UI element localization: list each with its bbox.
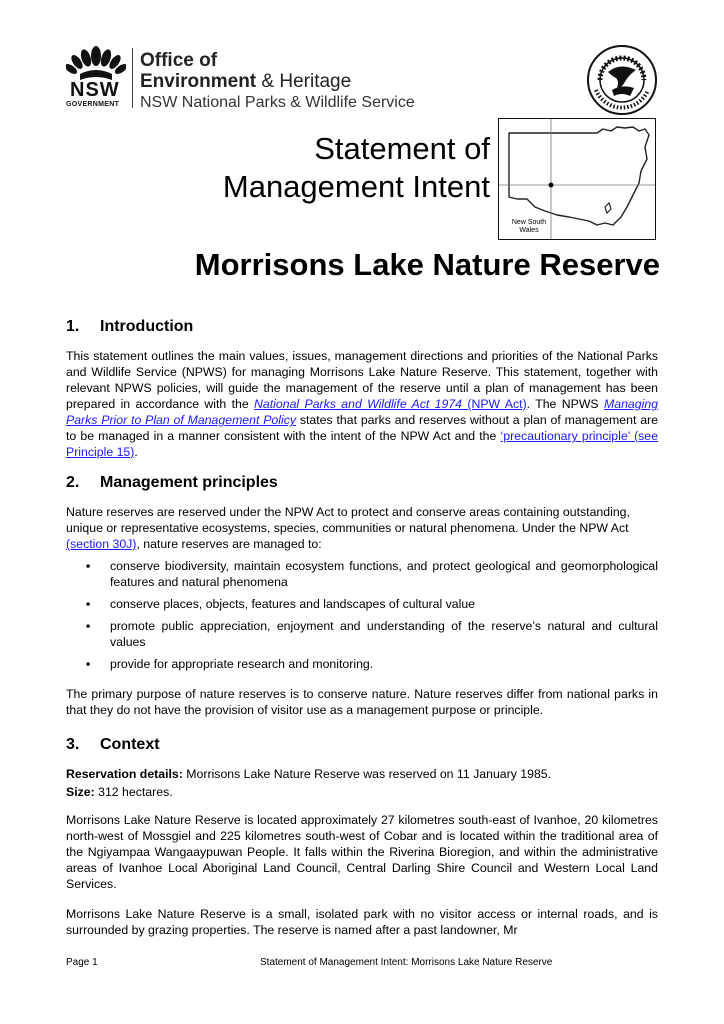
section-2-title: Management principles bbox=[100, 474, 278, 491]
nsw-government-logo bbox=[66, 44, 126, 108]
nsw-locator-map bbox=[498, 118, 656, 240]
map-label-2: Wales bbox=[519, 227, 539, 234]
nsw-logo-sub: GOVERNMENT bbox=[66, 101, 120, 108]
section-3-number: 3. bbox=[66, 736, 80, 753]
size-label: Size: bbox=[66, 785, 95, 799]
reservation-details-label: Reservation details: bbox=[66, 767, 183, 781]
bullet-icon: ▪ bbox=[86, 619, 91, 633]
section-2-heading bbox=[66, 474, 278, 492]
section-1-paragraph bbox=[66, 348, 658, 460]
reserve-size bbox=[66, 784, 658, 800]
list-item bbox=[66, 618, 658, 650]
org-line-2 bbox=[140, 71, 351, 93]
list-item bbox=[66, 558, 658, 590]
section-3-paragraph-1: Morrisons Lake Nature Reserve is located approximately 27 kilometres south-east of Ivanhoe, 20 kilometres north-west of Mossgiel and 225 kilometres south-west of Cobar and is located within the traditional area of the Ngiyampaa Wangaaypuwan People. It falls within the Riverina Bioregion, and within the administrative areas of Ivanhoe Local Aboriginal Land Council, Central Darling Shire Council and Western Local Land Services. bbox=[66, 813, 658, 891]
section-2-number: 2. bbox=[66, 474, 80, 491]
list-item bbox=[66, 596, 658, 612]
section-30j-link[interactable]: (section 30J) bbox=[66, 537, 137, 551]
reserve-name-heading: Morrisons Lake Nature Reserve bbox=[194, 247, 660, 282]
s1-text-d: . bbox=[134, 445, 138, 459]
management-principles-list bbox=[66, 558, 658, 672]
list-item-text: conserve places, objects, features and landscapes of cultural value bbox=[110, 597, 476, 611]
map-label-1: New South bbox=[511, 219, 547, 226]
section-2-intro bbox=[66, 504, 658, 552]
logo-divider bbox=[132, 48, 133, 108]
s2-intro-text-b: , nature reserves are managed to: bbox=[136, 537, 322, 551]
reservation-details-value: Morrisons Lake Nature Reserve was reserved on 11 January 1985. bbox=[182, 767, 552, 781]
s2-intro-text-a: Nature reserves are reserved under the NPW Act to protect and conserve areas containing outstanding, unique or representative ecosystems, species, communities or natural phenomena. Under the NPW Act bbox=[66, 505, 630, 535]
s1-text-c: states that parks and reserves without a plan of management are to be managed in a manner consistent with the intent of the NPW Act and the bbox=[66, 413, 658, 443]
section-3-heading bbox=[66, 736, 160, 754]
list-item-text: promote public appreciation, enjoyment and understanding of the reserve’s natural and cultural values bbox=[110, 619, 658, 649]
waratah-icon bbox=[66, 44, 126, 82]
section-1-heading bbox=[66, 318, 193, 336]
s1-text-b: . The NPWS bbox=[526, 397, 604, 411]
section-1-title: Introduction bbox=[100, 318, 194, 335]
footer-title: Statement of Management Intent: Morrisons Lake Nature Reserve bbox=[260, 957, 553, 968]
doc-title-line-1: Statement of bbox=[314, 131, 490, 166]
doc-title-line-2: Management Intent bbox=[222, 169, 490, 204]
npw-act-link-abbrev: (NPW Act) bbox=[462, 397, 527, 411]
bullet-icon: ▪ bbox=[86, 559, 91, 573]
bullet-icon: ▪ bbox=[86, 657, 91, 671]
list-item-text: provide for appropriate research and monitoring. bbox=[110, 657, 374, 671]
section-3-paragraph-2: Morrisons Lake Nature Reserve is a small, isolated park with no visitor access or internal roads, and is surrounded by grazing properties. The reserve is named after a past landowner, Mr bbox=[66, 907, 658, 937]
bullet-icon: ▪ bbox=[86, 597, 91, 611]
section-2-outro: The primary purpose of nature reserves is to conserve nature. Nature reserves differ from national parks in that they do not have the provision of visitor use as a management purpose or principle. bbox=[66, 687, 658, 717]
nsw-logo-text: NSW bbox=[70, 79, 120, 101]
section-1-number: 1. bbox=[66, 318, 80, 335]
footer-page-number: Page 1 bbox=[66, 957, 98, 968]
org-line-2-a: Environment bbox=[140, 71, 257, 92]
list-item bbox=[66, 656, 658, 672]
org-line-1: Office of bbox=[140, 50, 218, 71]
list-item-text: conserve biodiversity, maintain ecosystem functions, and protect geological and geomorphological features and natural phenomena bbox=[110, 559, 658, 589]
section-3-title: Context bbox=[100, 736, 160, 753]
npws-emblem-icon bbox=[586, 44, 658, 116]
reservation-details bbox=[66, 766, 658, 782]
reserve-location-marker bbox=[549, 183, 554, 188]
npw-act-link[interactable] bbox=[254, 397, 527, 411]
org-line-2-b: & Heritage bbox=[261, 71, 352, 92]
s1-text-a: This statement outlines the main values, issues, management directions and priorities of the National Parks and Wildlife Service (NPWS) for managing Morrisons Lake Nature Reserve. This statement, together with relevant NPWS policies, will guide the management of the reserve until a plan of management has been prepared in accordance with the bbox=[66, 349, 658, 411]
npw-act-link-title: National Parks and Wildlife Act 1974 bbox=[254, 397, 463, 411]
org-line-3: NSW National Parks & Wildlife Service bbox=[140, 94, 415, 111]
precautionary-principle-link[interactable]: ‘precautionary principle’ (see Principle 15) bbox=[66, 429, 658, 459]
size-value: 312 hectares. bbox=[94, 785, 173, 799]
policy-link-title: Managing Parks Prior to Plan of Management Policy bbox=[66, 397, 658, 427]
